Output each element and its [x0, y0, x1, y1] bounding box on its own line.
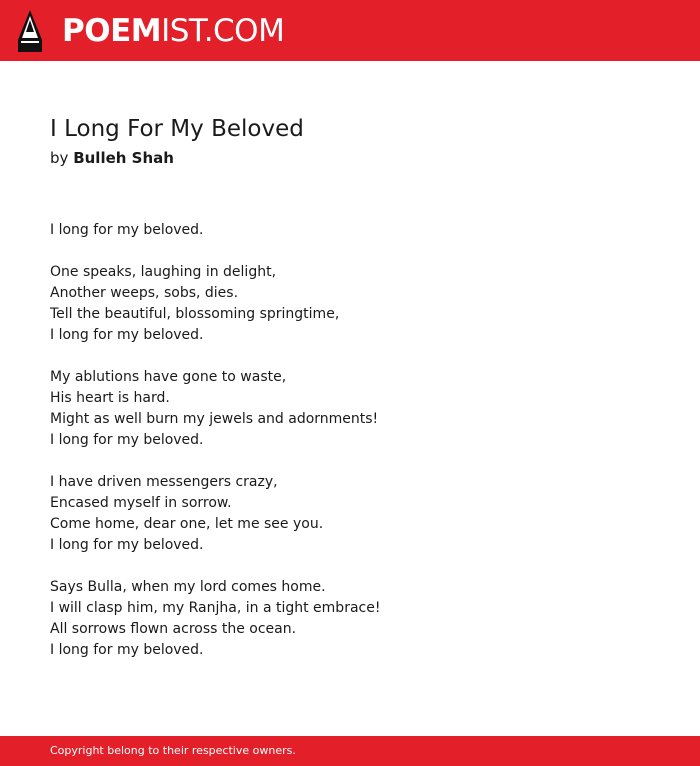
poem-line: I long for my beloved. [50, 642, 204, 658]
poem-line: Come home, dear one, let me see you. [50, 516, 324, 532]
poem-line: Says Bulla, when my lord comes home. [50, 579, 326, 595]
poem-line: Might as well burn my jewels and adornments! [50, 411, 379, 427]
poem-line: I long for my beloved. [50, 327, 204, 343]
poem-title: I Long For My Beloved [50, 116, 304, 142]
poem-line: One speaks, laughing in delight, [50, 264, 277, 280]
poem-line: His heart is hard. [50, 390, 170, 406]
logo-bold-text: POEM [62, 13, 162, 49]
poem-line: I long for my beloved. [50, 432, 204, 448]
poem-line: Encased myself in sorrow. [50, 495, 232, 511]
poem-stanza [50, 367, 650, 451]
poem-stanza [50, 262, 650, 346]
poem-stanza [50, 220, 650, 241]
site-logo[interactable] [62, 11, 284, 51]
poem-byline [50, 149, 174, 167]
poem-body [50, 220, 650, 682]
poem-line: I long for my beloved. [50, 222, 204, 238]
site-header [0, 0, 700, 61]
by-label: by [50, 149, 69, 167]
poem-line: Another weeps, sobs, dies. [50, 285, 239, 301]
poem-line: All sorrows flown across the ocean. [50, 621, 297, 637]
poem-line: My ablutions have gone to waste, [50, 369, 287, 385]
poem-author: Bulleh Shah [73, 149, 174, 167]
poem-stanza [50, 472, 650, 556]
copyright-notice: Copyright belong to their respective owners. [50, 744, 296, 757]
site-footer [0, 736, 700, 766]
poem-line: Tell the beautiful, blossoming springtime, [50, 306, 340, 322]
poem-line: I long for my beloved. [50, 537, 204, 553]
poem-stanza [50, 577, 650, 661]
poem-line: I will clasp him, my Ranjha, in a tight embrace! [50, 600, 381, 616]
poem-line: I have driven messengers crazy, [50, 474, 278, 490]
pencil-logo-icon[interactable] [18, 10, 42, 52]
logo-light-text: IST.COM [161, 13, 285, 49]
